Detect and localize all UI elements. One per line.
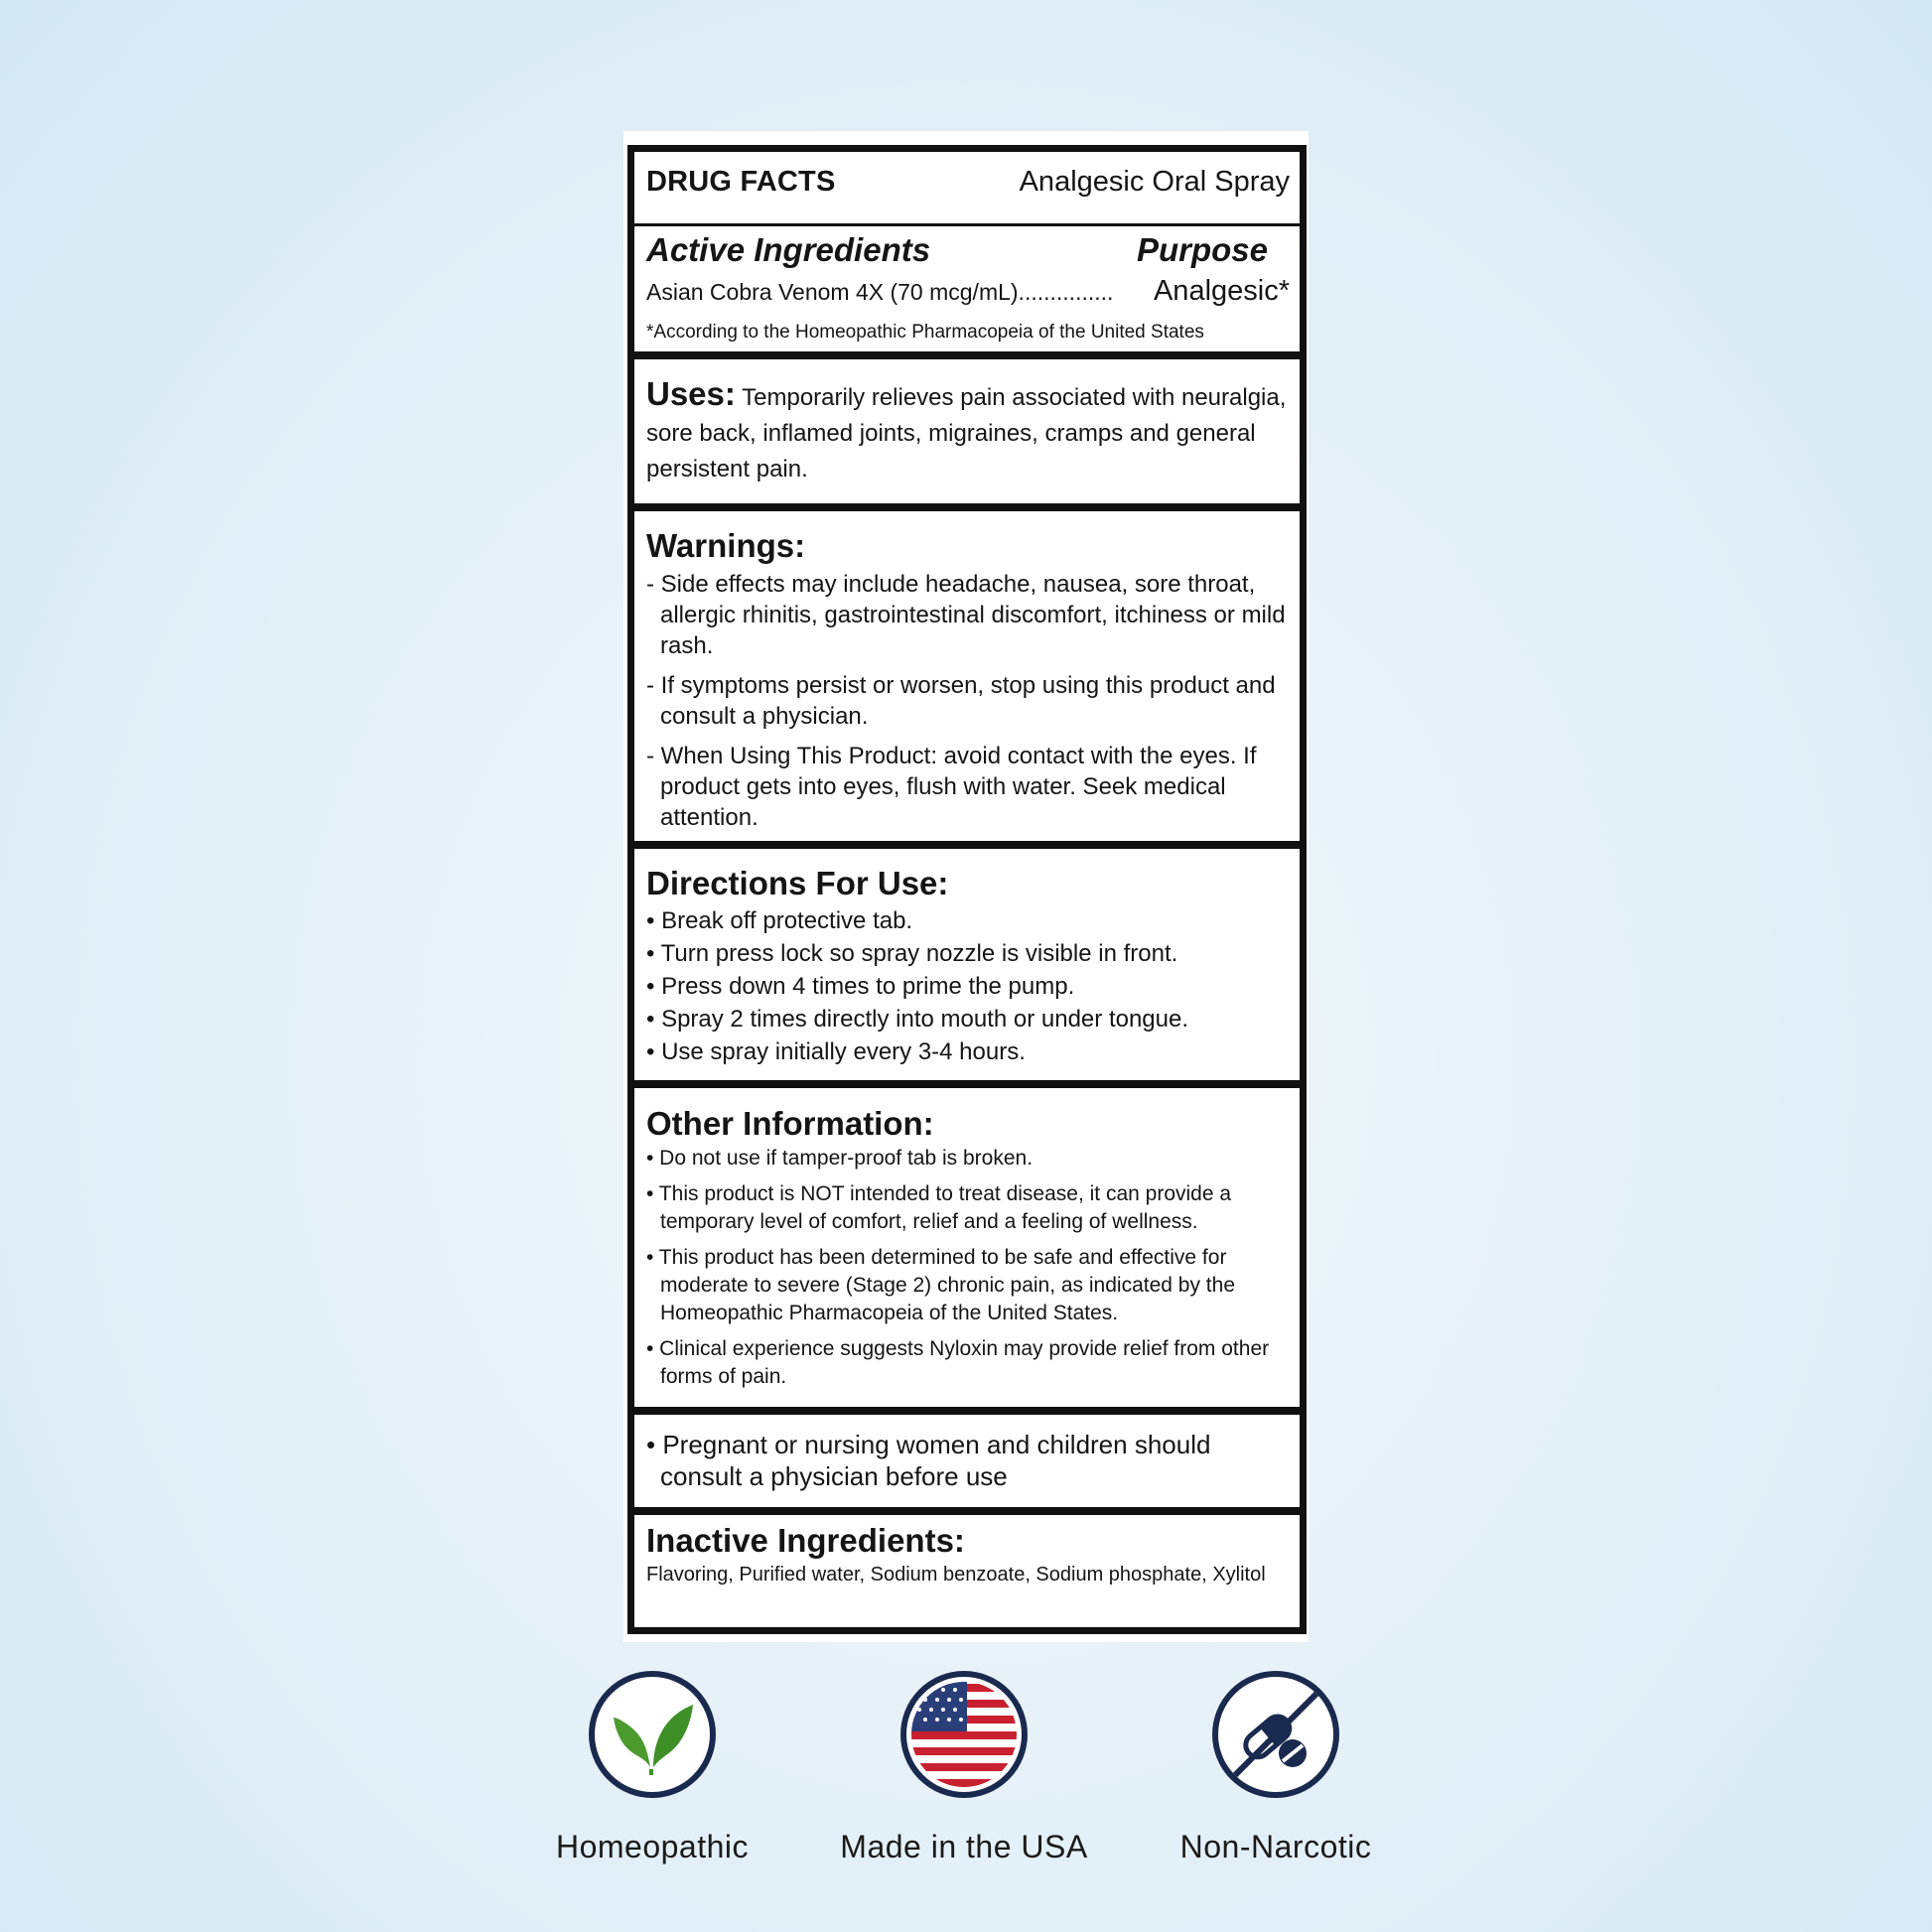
direction-item: • Press down 4 times to prime the pump. <box>646 973 1075 1000</box>
product-type: Analgesic Oral Spray <box>1019 166 1290 198</box>
badge-label-non-narcotic: Non-Narcotic <box>1179 1829 1372 1864</box>
leaf-icon <box>588 1670 717 1799</box>
warning-item: - When Using This Product: avoid contact with the eyes. If product gets into eyes, flush with water. Seek medical attention. <box>646 743 1257 831</box>
pregnancy-warning: • Pregnant or nursing women and children should consult a physician before use <box>646 1430 1211 1491</box>
direction-item: • Spray 2 times directly into mouth or under tongue. <box>646 1006 1189 1033</box>
active-ingredients-heading: Active Ingredients <box>646 231 931 268</box>
badge-label-made-in-usa: Made in the USA <box>840 1829 1088 1864</box>
divider <box>634 223 1300 226</box>
uses-text: Temporarily relieves pain associated with neuralgia, sore back, inflamed joints, migraines, cramps and general persistent pain. <box>646 384 1287 483</box>
purpose-heading: Purpose <box>1136 231 1268 268</box>
other-item: • Do not use if tamper-proof tab is broken. <box>646 1147 1034 1170</box>
divider <box>634 351 1300 359</box>
warning-item: - If symptoms persist or worsen, stop using this product and consult a physician. <box>646 672 1276 730</box>
warnings-heading: Warnings: <box>646 527 806 564</box>
drug-facts-panel <box>627 145 1307 1634</box>
uses-section <box>634 376 1300 487</box>
inactive-ingredients-text: Flavoring, Purified water, Sodium benzoate, Sodium phosphate, Xylitol <box>646 1564 1266 1586</box>
other-item: • This product is NOT intended to treat disease, it can provide a temporary level of comfort, relief and a feeling of wellness. <box>646 1182 1232 1233</box>
other-information-heading: Other Information: <box>646 1105 934 1142</box>
drug-facts-header <box>634 166 1300 199</box>
directions-section <box>634 865 1300 1068</box>
divider <box>634 841 1300 849</box>
uses-heading: Uses: <box>646 375 736 412</box>
divider <box>634 1407 1300 1415</box>
directions-heading: Directions For Use: <box>646 865 949 901</box>
inactive-ingredients-section <box>634 1522 1300 1588</box>
divider <box>634 1080 1300 1088</box>
us-flag-icon <box>899 1670 1029 1799</box>
direction-item: • Turn press lock so spray nozzle is visible in front. <box>646 940 1178 967</box>
inactive-ingredients-heading: Inactive Ingredients: <box>646 1522 965 1559</box>
direction-item: • Use spray initially every 3-4 hours. <box>646 1038 1026 1065</box>
other-item: • Clinical experience suggests Nyloxin may provide relief from other forms of pain. <box>646 1337 1270 1388</box>
divider <box>634 503 1300 511</box>
divider <box>634 1507 1300 1515</box>
ingredient-purpose: Analgesic* <box>1153 275 1290 307</box>
warnings-section <box>634 527 1300 842</box>
footnote: *According to the Homeopathic Pharmacopeia of the United States <box>646 322 1204 343</box>
active-ingredient: Asian Cobra Venom 4X (70 mcg/mL)............... <box>646 279 1114 305</box>
other-information-section <box>634 1105 1300 1399</box>
pregnancy-warning-section <box>634 1429 1300 1492</box>
no-pills-icon <box>1211 1670 1340 1799</box>
other-item: • This product has been determined to be safe and effective for moderate to severe (Stage 2) chronic pain, as indicated by the Homeopathic Pharmacopeia of the United States. <box>646 1246 1235 1324</box>
active-ingredients-section <box>634 231 1300 344</box>
direction-item: • Break off protective tab. <box>646 907 913 934</box>
badge-label-homeopathic: Homeopathic <box>555 1829 750 1864</box>
drug-facts-title: DRUG FACTS <box>646 166 836 198</box>
warning-item: - Side effects may include headache, nausea, sore throat, allergic rhinitis, gastrointestinal discomfort, itchiness or mild rash. <box>646 571 1286 659</box>
